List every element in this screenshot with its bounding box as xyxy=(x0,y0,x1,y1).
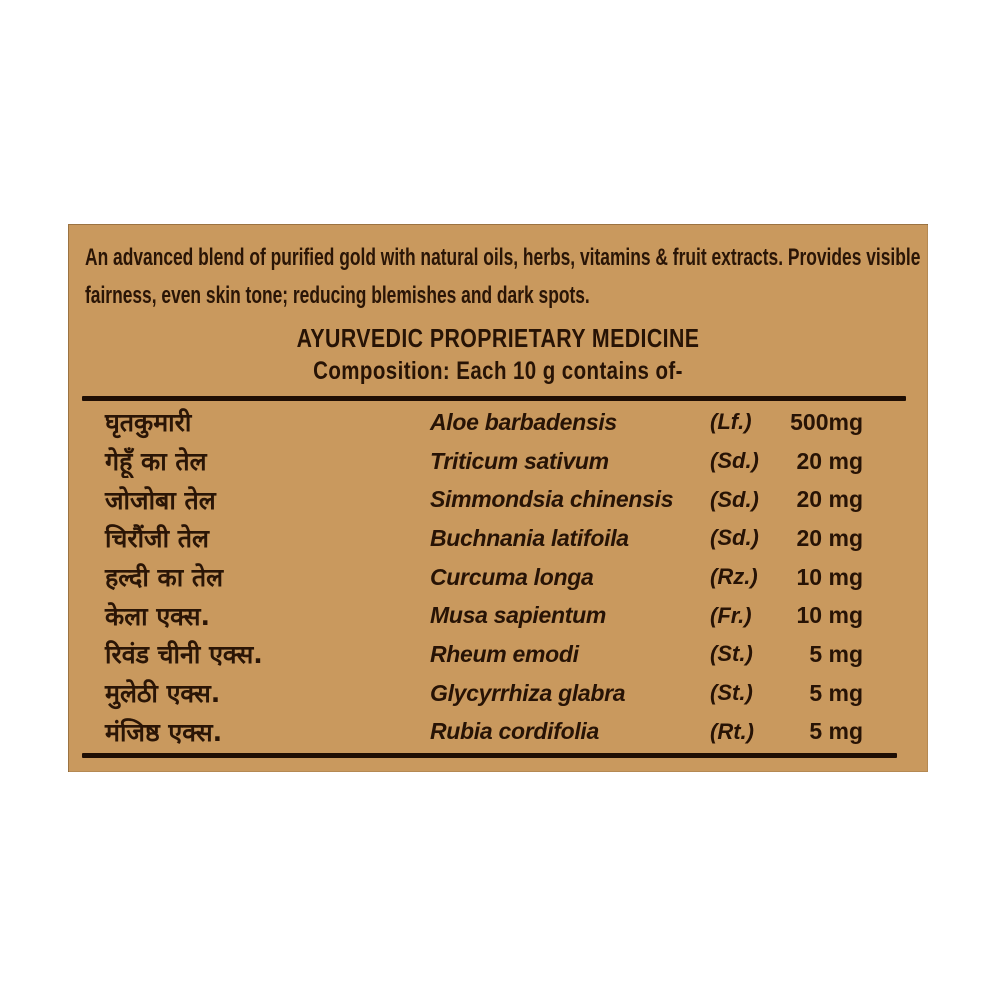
ingredient-amount: 20 mg xyxy=(796,447,863,474)
product-label xyxy=(68,224,928,772)
ingredient-latin-name: Curcuma longa xyxy=(430,563,594,590)
ingredient-amount: 5 mg xyxy=(809,718,863,745)
heading-block xyxy=(145,322,850,387)
ingredient-latin-name: Rubia cordifolia xyxy=(430,718,599,745)
ingredient-plant-part: (Sd.) xyxy=(710,486,759,512)
ingredient-latin-name: Glycyrrhiza glabra xyxy=(430,679,626,706)
ingredient-hindi-name: चिरौंजी तेल xyxy=(105,524,209,554)
ingredient-plant-part: (Fr.) xyxy=(710,602,752,628)
ingredient-plant-part: (Sd.) xyxy=(710,448,759,474)
ingredient-row xyxy=(82,480,906,519)
ingredient-latin-name: Musa sapientum xyxy=(430,602,607,629)
ingredient-amount: 10 mg xyxy=(796,563,863,590)
ingredient-amount: 5 mg xyxy=(809,679,863,706)
ingredient-plant-part: (Lf.) xyxy=(710,409,752,435)
ingredient-plant-part: (Sd.) xyxy=(710,525,759,551)
ingredient-row xyxy=(82,674,906,713)
ingredient-amount: 500mg xyxy=(790,408,863,435)
ingredient-hindi-name: मंजिष्ठ एक्स. xyxy=(105,717,223,747)
description-line-2: fairness, even skin tone; reducing blemishes and dark spots. xyxy=(85,282,590,309)
ingredient-hindi-name: मुलेठी एक्स. xyxy=(105,679,221,709)
ingredient-amount: 10 mg xyxy=(796,602,863,629)
description-line-1: An advanced blend of purified gold with natural oils, herbs, vitamins & fruit extracts. Provides visible xyxy=(85,244,921,271)
ingredient-row xyxy=(82,713,906,752)
ingredient-latin-name: Simmondsia chinensis xyxy=(430,486,674,513)
ingredient-plant-part: (Rt.) xyxy=(710,718,754,744)
table-top-rule xyxy=(82,396,906,401)
ingredient-latin-name: Triticum sativum xyxy=(430,447,609,474)
ingredient-amount: 20 mg xyxy=(796,486,863,513)
table-bottom-rule xyxy=(82,753,897,758)
ingredient-row xyxy=(82,519,906,558)
ingredient-plant-part: (Rz.) xyxy=(710,564,758,590)
ingredient-hindi-name: गेहूँ का तेल xyxy=(105,447,207,477)
medicine-type-heading: AYURVEDIC PROPRIETARY MEDICINE xyxy=(296,323,700,353)
ingredient-latin-name: Rheum emodi xyxy=(430,640,579,667)
ingredient-row xyxy=(82,403,906,442)
ingredient-latin-name: Buchnania latifoila xyxy=(430,524,629,551)
ingredient-hindi-name: जोजोबा तेल xyxy=(105,485,216,515)
ingredient-row xyxy=(82,596,906,635)
ingredient-plant-part: (St.) xyxy=(710,641,753,667)
ingredient-hindi-name: रिवंड चीनी एक्स. xyxy=(105,640,263,670)
ingredient-plant-part: (St.) xyxy=(710,680,753,706)
ingredient-hindi-name: हल्दी का तेल xyxy=(105,563,224,593)
composition-subheading: Composition: Each 10 g contains of- xyxy=(313,357,683,385)
ingredient-amount: 5 mg xyxy=(809,640,863,667)
ingredient-hindi-name: केला एक्स. xyxy=(105,601,211,631)
ingredient-row xyxy=(82,558,906,597)
ingredient-amount: 20 mg xyxy=(796,524,863,551)
ingredient-row xyxy=(82,442,906,481)
product-description xyxy=(85,239,921,315)
ingredients-table xyxy=(82,403,906,751)
ingredient-row xyxy=(82,635,906,674)
ingredient-latin-name: Aloe barbadensis xyxy=(430,408,617,435)
ingredient-hindi-name: घृतकुमारी xyxy=(105,408,192,438)
